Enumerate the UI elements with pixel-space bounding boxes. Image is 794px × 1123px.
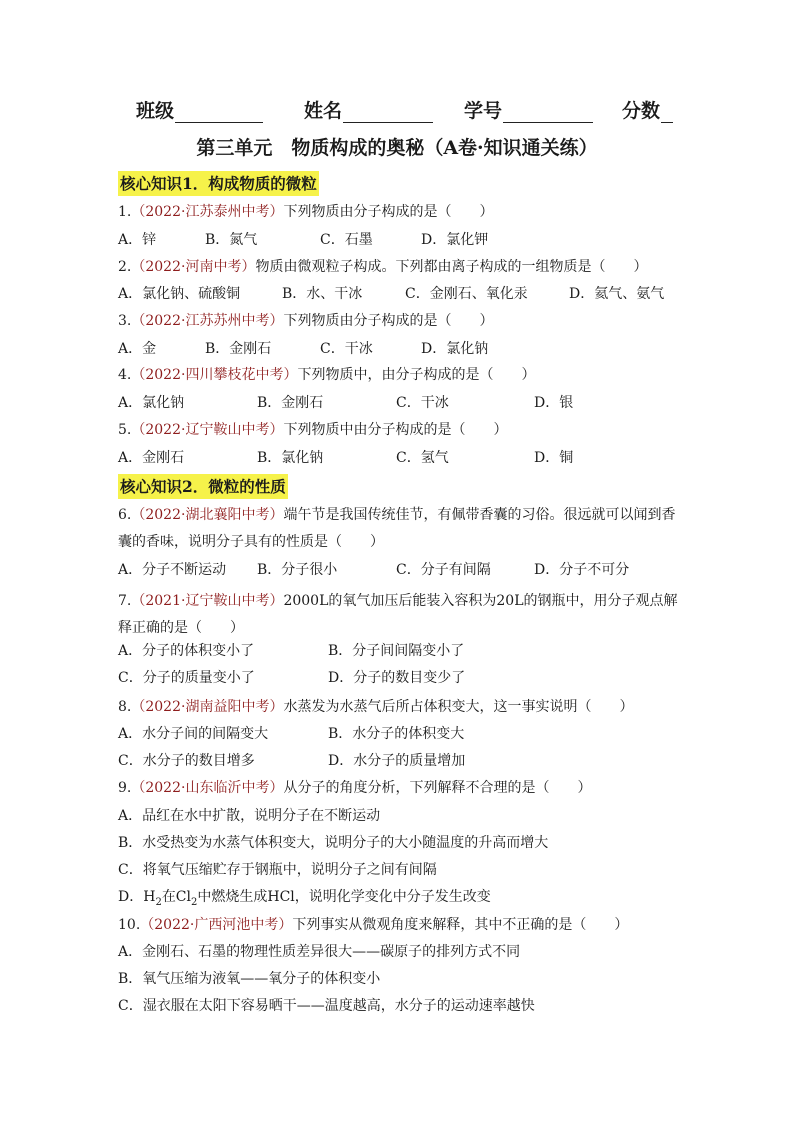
option-text: 中燃烧生成HCl，说明化学变化中分子发生改变 [197, 889, 491, 905]
question-9 [118, 779, 591, 797]
subscript: 2 [191, 896, 198, 908]
question-stem: 下列物质中，由分子构成的是（ ） [297, 367, 536, 383]
student-id-label: 学号 [464, 100, 503, 122]
page-title: 第三单元 物质构成的奥秘（A卷·知识通关练） [196, 137, 598, 159]
option-c[interactable]: C．石墨 [320, 232, 373, 248]
question-4 [118, 366, 535, 384]
class-blank[interactable] [175, 104, 263, 123]
student-info-header [0, 96, 794, 124]
question-source: （2022·山东临沂中考） [131, 780, 284, 796]
question-stem: 下列事实从微观角度来解释，其中不正确的是（ ） [292, 917, 629, 933]
option-a[interactable]: A．分子的体积变小了 [118, 643, 255, 659]
option-b[interactable]: B．分子很小 [257, 562, 338, 578]
question-source: （2022·江苏苏州中考） [131, 313, 284, 329]
question-stem: 水蒸发为水蒸气后所占体积变大，这一事实说明（ ） [283, 699, 634, 715]
option-c[interactable]: C．分子的质量变小了 [118, 670, 255, 686]
question-7 [118, 588, 678, 642]
option-a[interactable]: A．金刚石 [118, 450, 185, 466]
question-number: 10. [118, 917, 141, 933]
question-number: 4. [118, 367, 132, 383]
option-b[interactable]: B．金刚石 [205, 341, 272, 357]
question-1 [118, 203, 493, 221]
option-c[interactable]: C．分子有间隔 [396, 562, 491, 578]
question-source: （2022·湖北襄阳中考） [131, 507, 284, 523]
question-number: 3. [118, 313, 132, 329]
question-source: （2021·辽宁鞍山中考） [131, 593, 284, 609]
question-source: （2022·四川攀枝花中考） [131, 367, 298, 383]
question-number: 7. [118, 593, 132, 609]
option-a[interactable]: A．锌 [118, 232, 157, 248]
question-3 [118, 312, 493, 330]
option-c[interactable]: C．干冰 [396, 395, 449, 411]
option-b[interactable]: B．金刚石 [257, 395, 324, 411]
question-source: （2022·河南中考） [131, 259, 256, 275]
name-label: 姓名 [304, 100, 343, 122]
question-source: （2022·湖南益阳中考） [131, 699, 284, 715]
question-source: （2022·广西河池中考） [140, 917, 293, 933]
option-d[interactable]: D．银 [534, 395, 574, 411]
option-b[interactable]: B．水分子的体积变大 [328, 726, 465, 742]
option-a[interactable]: A．氯化钠、硫酸铜 [118, 286, 241, 302]
option-text: 在Cl [161, 889, 192, 905]
option-c[interactable]: C．将氧气压缩贮存于钢瓶中，说明分子之间有间隔 [118, 862, 437, 878]
option-a[interactable]: A．分子不断运动 [118, 562, 227, 578]
question-number: 1. [118, 204, 132, 220]
option-d[interactable] [118, 888, 491, 912]
question-5 [118, 421, 507, 439]
question-stem: 物质由微观粒子构成。下列都由离子构成的一组物质是（ ） [255, 259, 648, 275]
option-a[interactable]: A．品红在水中扩散，说明分子在不断运动 [118, 808, 381, 824]
option-a[interactable]: A．金刚石、石墨的物理性质差异很大——碳原子的排列方式不同 [118, 944, 521, 960]
option-b[interactable]: B．氮气 [205, 232, 258, 248]
option-b[interactable]: B．氯化钠 [257, 450, 324, 466]
question-6 [118, 502, 678, 556]
option-a[interactable]: A．水分子间的间隔变大 [118, 726, 269, 742]
section-heading-2: 核心知识2．微粒的性质 [118, 474, 288, 499]
option-c[interactable]: C．水分子的数目增多 [118, 753, 255, 769]
question-stem: 下列物质由分子构成的是（ ） [283, 313, 494, 329]
question-2 [118, 258, 647, 276]
option-a[interactable]: A．金 [118, 341, 157, 357]
score-blank[interactable] [661, 104, 673, 123]
question-number: 2. [118, 259, 132, 275]
option-d[interactable]: D．氯化钾 [421, 232, 489, 248]
class-field [136, 96, 263, 123]
option-text: D．H [118, 889, 156, 905]
class-label: 班级 [136, 100, 175, 122]
student-id-blank[interactable] [503, 104, 593, 123]
student-id-field [464, 96, 593, 123]
question-stem: 下列物质由分子构成的是（ ） [283, 204, 494, 220]
option-d[interactable]: D．水分子的质量增加 [328, 753, 466, 769]
score-label: 分数 [622, 100, 661, 122]
option-b[interactable]: B．分子间间隔变小了 [328, 643, 465, 659]
option-c[interactable]: C．氢气 [396, 450, 449, 466]
question-stem: 下列物质中由分子构成的是（ ） [283, 422, 508, 438]
question-number: 9. [118, 780, 132, 796]
option-d[interactable]: D．分子的数目变少了 [328, 670, 466, 686]
question-source: （2022·江苏泰州中考） [131, 204, 284, 220]
option-b[interactable]: B．水受热变为水蒸气体积变大，说明分子的大小随温度的升高而增大 [118, 835, 549, 851]
option-a[interactable]: A．氯化钠 [118, 395, 185, 411]
option-c[interactable]: C．干冰 [320, 341, 373, 357]
score-field [622, 96, 673, 123]
option-d[interactable]: D．分子不可分 [534, 562, 630, 578]
question-source: （2022·辽宁鞍山中考） [131, 422, 284, 438]
name-blank[interactable] [343, 104, 433, 123]
option-d[interactable]: D．铜 [534, 450, 574, 466]
question-stem: 端午节是我国传统佳节，有佩带香囊的习俗。很远就可以闻到香囊的香味，说明分子具有的性质是（ ） [118, 507, 676, 550]
option-c[interactable]: C．金刚石、氧化汞 [405, 286, 528, 302]
option-b[interactable]: B．水、干冰 [282, 286, 363, 302]
question-number: 6. [118, 507, 132, 523]
name-field [304, 96, 433, 123]
subscript: 2 [155, 896, 162, 908]
section-heading-1: 核心知识1．构成物质的微粒 [118, 171, 319, 196]
question-number: 5. [118, 422, 132, 438]
question-stem: 2000L的氧气加压后能装入容积为20L的钢瓶中，用分子观点解释正确的是（ ） [118, 593, 678, 636]
question-number: 8. [118, 699, 132, 715]
question-10 [118, 916, 628, 934]
question-stem: 从分子的角度分析，下列解释不合理的是（ ） [283, 780, 592, 796]
option-d[interactable]: D．氦气、氨气 [569, 286, 665, 302]
option-c[interactable]: C．湿衣服在太阳下容易晒干——温度越高，水分子的运动速率越快 [118, 998, 535, 1014]
option-d[interactable]: D．氯化钠 [421, 341, 489, 357]
option-b[interactable]: B．氧气压缩为液氧——氧分子的体积变小 [118, 971, 381, 987]
question-8 [118, 698, 633, 716]
